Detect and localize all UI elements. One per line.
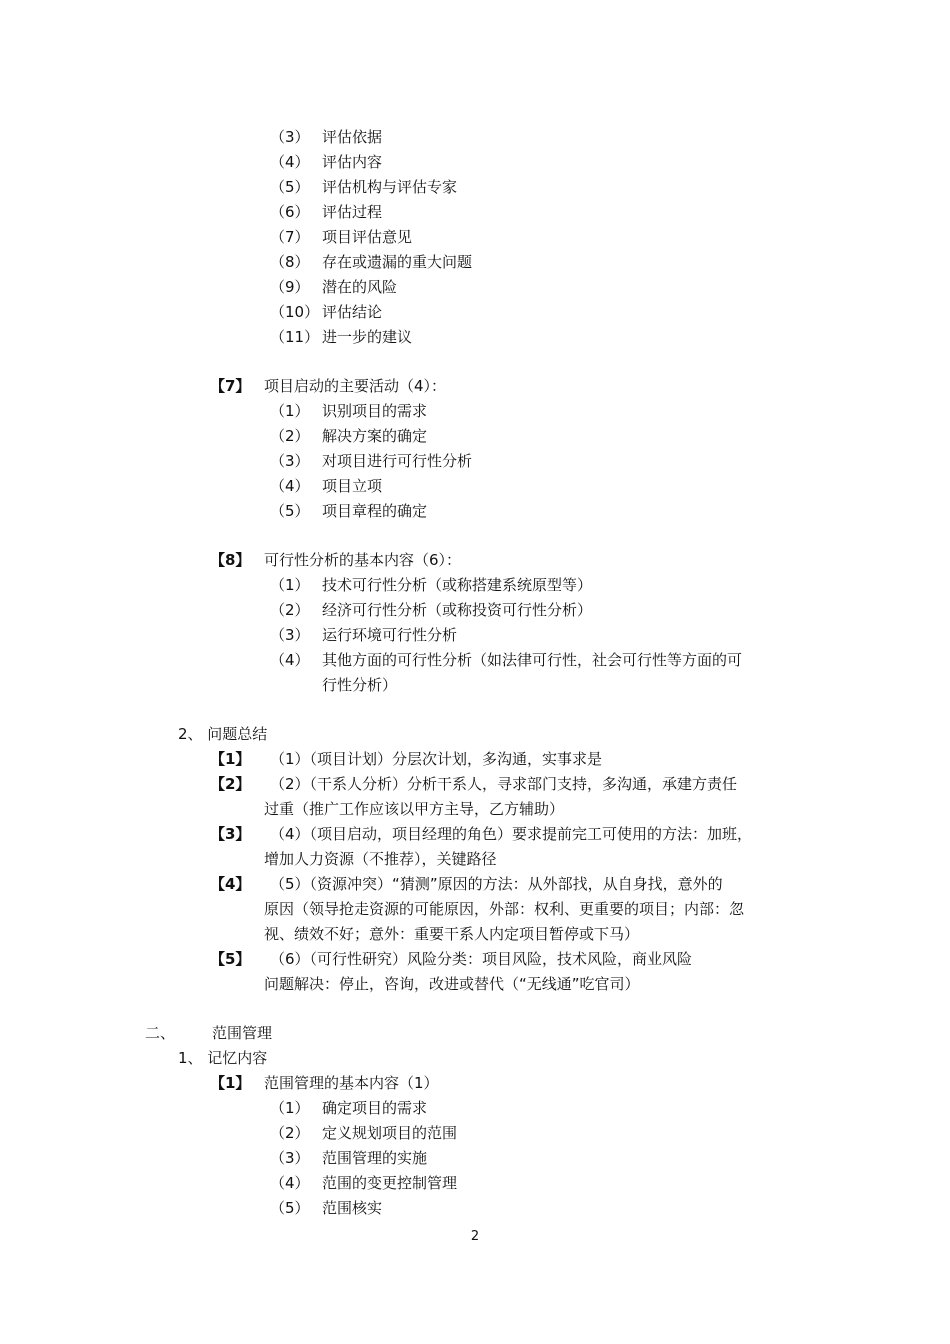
sub-heading: 1、 记忆内容 bbox=[178, 1049, 268, 1067]
list-item-text: 评估机构与评估专家 bbox=[322, 178, 458, 196]
section-title: 范围管理的基本内容（1） bbox=[264, 1074, 439, 1092]
list-item-number: （1） bbox=[270, 402, 310, 420]
list-item-number: （4） bbox=[270, 651, 310, 669]
list-item-text: 项目章程的确定 bbox=[322, 502, 428, 520]
list-item-number: （3） bbox=[270, 452, 310, 470]
list-item-text: 技术可行性分析（或称搭建系统原型等） bbox=[322, 576, 593, 594]
problem-label: 【2】 bbox=[210, 775, 251, 793]
list-item-text: 潜在的风险 bbox=[322, 278, 398, 296]
section-title: 项目启动的主要活动（4）： bbox=[264, 377, 447, 395]
list-item-text: 范围管理的实施 bbox=[322, 1149, 428, 1167]
list-item-number: （4） bbox=[270, 477, 310, 495]
list-item-text: 确定项目的需求 bbox=[322, 1099, 428, 1117]
list-item-text: 评估结论 bbox=[322, 303, 383, 321]
problem-text: 问题解决：停止，咨询，改进或替代（“无线通”吃官司） bbox=[264, 975, 640, 993]
list-item-text: 项目立项 bbox=[322, 477, 383, 495]
list-item-text: 运行环境可行性分析 bbox=[322, 626, 458, 644]
list-item-number: （1） bbox=[270, 1099, 310, 1117]
list-item-number: （5） bbox=[270, 1199, 310, 1217]
list-item-text: 评估过程 bbox=[322, 203, 383, 221]
list-item-number: （2） bbox=[270, 1124, 310, 1142]
list-item-number: （5） bbox=[270, 178, 310, 196]
problem-text: 视、绩效不好；意外：重要干系人内定项目暂停或下马） bbox=[264, 925, 640, 943]
list-item-text: 项目评估意见 bbox=[322, 228, 413, 246]
section-title: 可行性分析的基本内容（6）： bbox=[264, 551, 462, 569]
list-item-number: （3） bbox=[270, 1149, 310, 1167]
list-item-number: （10） bbox=[270, 303, 320, 321]
problem-text: （5）（资源冲突）“猜测”原因的方法：从外部找，从自身找，意外的 bbox=[270, 875, 723, 893]
section-label: 【8】 bbox=[210, 551, 251, 569]
section-label: 【1】 bbox=[210, 1074, 251, 1092]
list-item-number: （7） bbox=[270, 228, 310, 246]
problem-text: 过重（推广工作应该以甲方主导，乙方辅助） bbox=[264, 800, 565, 818]
list-item-text: 评估内容 bbox=[322, 153, 383, 171]
problem-label: 【5】 bbox=[210, 950, 251, 968]
list-item-text: 识别项目的需求 bbox=[322, 402, 428, 420]
chapter-title: 范围管理 bbox=[212, 1024, 273, 1042]
list-item-number: （4） bbox=[270, 153, 310, 171]
list-item-number: （1） bbox=[270, 576, 310, 594]
list-item-text: 范围核实 bbox=[322, 1199, 383, 1217]
list-item-text: 存在或遗漏的重大问题 bbox=[322, 253, 473, 271]
problem-text: 原因（领导抢走资源的可能原因，外部：权利、更重要的项目；内部：忽 bbox=[264, 900, 745, 918]
problem-label: 【3】 bbox=[210, 825, 251, 843]
list-item-number: （8） bbox=[270, 253, 310, 271]
list-item-text: 进一步的建议 bbox=[322, 328, 413, 346]
list-item-number: （3） bbox=[270, 626, 310, 644]
chapter-number: 二、 bbox=[145, 1024, 176, 1042]
list-item-text: 经济可行性分析（或称投资可行性分析） bbox=[322, 601, 593, 619]
list-item-text: 范围的变更控制管理 bbox=[322, 1174, 458, 1192]
problem-text: （1）（项目计划）分层次计划，多沟通，实事求是 bbox=[270, 750, 603, 768]
list-item-number: （9） bbox=[270, 278, 310, 296]
list-item-text-continued: 行性分析） bbox=[322, 676, 398, 694]
list-item-number: （6） bbox=[270, 203, 310, 221]
problem-label: 【4】 bbox=[210, 875, 251, 893]
list-item-number: （11） bbox=[270, 328, 320, 346]
list-item-text: 其他方面的可行性分析（如法律可行性，社会可行性等方面的可 bbox=[322, 651, 743, 669]
list-item-number: （3） bbox=[270, 128, 310, 146]
list-item-text: 解决方案的确定 bbox=[322, 427, 428, 445]
list-item-number: （4） bbox=[270, 1174, 310, 1192]
problem-text: 增加人力资源（不推荐），关键路径 bbox=[264, 850, 497, 868]
problem-text: （2）（干系人分析）分析干系人，寻求部门支持，多沟通，承建方责任 bbox=[270, 775, 738, 793]
list-item-number: （2） bbox=[270, 427, 310, 445]
list-item-number: （2） bbox=[270, 601, 310, 619]
list-item-text: 定义规划项目的范围 bbox=[322, 1124, 458, 1142]
problem-label: 【1】 bbox=[210, 750, 251, 768]
section-label: 【7】 bbox=[210, 377, 251, 395]
problem-text: （6）（可行性研究）风险分类：项目风险，技术风险，商业风险 bbox=[270, 950, 693, 968]
page-number: 2 bbox=[470, 1229, 480, 1244]
list-item-text: 对项目进行可行性分析 bbox=[322, 452, 473, 470]
sub-heading: 2、 问题总结 bbox=[178, 725, 268, 743]
list-item-number: （5） bbox=[270, 502, 310, 520]
problem-text: （4）（项目启动，项目经理的角色）要求提前完工可使用的方法：加班， bbox=[270, 825, 753, 843]
list-item-text: 评估依据 bbox=[322, 128, 383, 146]
